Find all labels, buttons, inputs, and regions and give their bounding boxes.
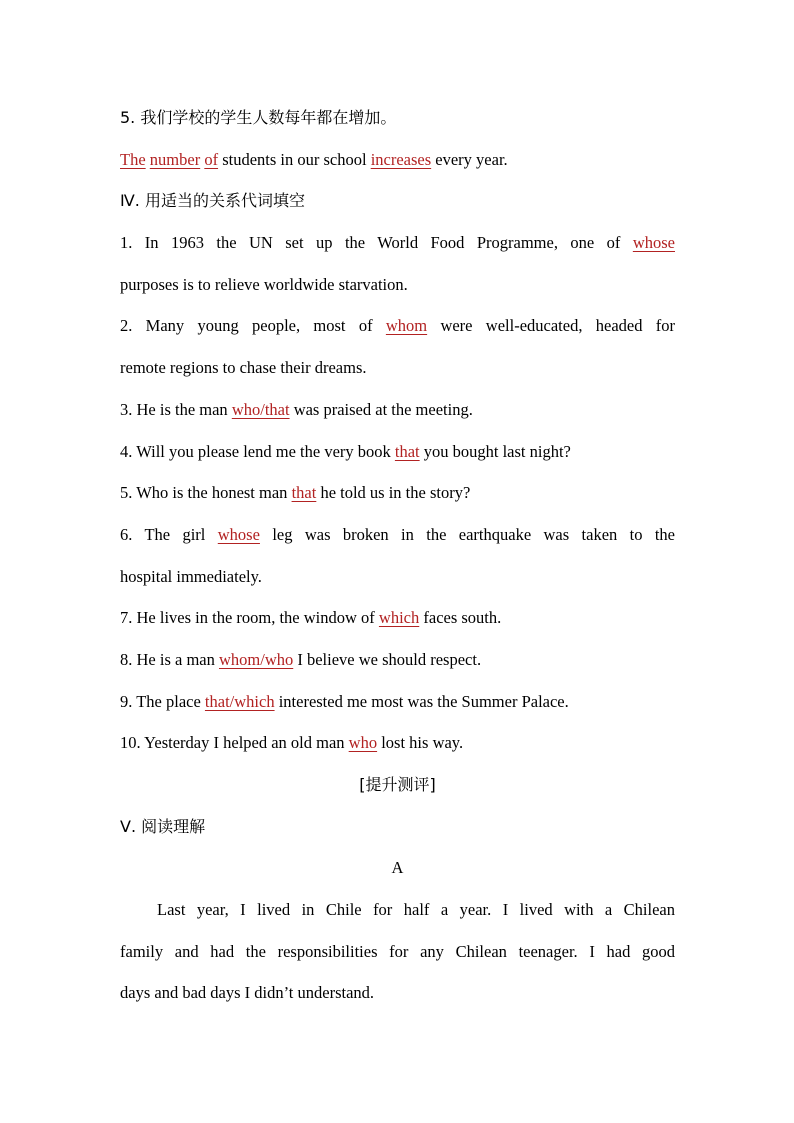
item-text-continuation: hospital immediately. [120, 566, 262, 586]
answer-blank: that [394, 441, 420, 461]
exercise-item-1 [120, 222, 675, 264]
item-text-before: 6. The girl [120, 524, 206, 544]
item-text-after: was praised at the meeting. [293, 399, 473, 419]
item-text-before: 2. Many young people, most of [120, 316, 373, 336]
passage-line-2: family and had the responsibilities for any Chilean teenager. I had good [120, 941, 675, 961]
item-text-continuation: remote regions to chase their dreams. [120, 358, 367, 378]
sentence-text: every year. [435, 149, 508, 169]
item-text-before: 1. In 1963 the UN set up the World Food Programme, one of [120, 233, 621, 253]
answer-blank: whose [217, 524, 260, 544]
section-4-heading: Ⅳ. 用适当的关系代词填空 [120, 191, 305, 211]
passage-line-1: Last year, I lived in Chile for half a year. I lived with a Chilean [157, 900, 675, 920]
item-text-after: leg was broken in the earthquake was taken to the [272, 524, 675, 544]
item-text-before: 10. Yesterday I helped an old man [120, 733, 345, 753]
divider-label: [提升测评] [359, 775, 436, 794]
item-text-before: 3. He is the man [120, 399, 228, 419]
answer-blank: who/that [231, 399, 290, 419]
document-page [120, 97, 675, 1014]
answer-the: The [120, 149, 146, 169]
answer-blank: that/which [204, 691, 275, 711]
item-text-after: he told us in the story? [320, 483, 471, 503]
exercise-item-4 [120, 431, 675, 473]
item-text-after: faces south. [423, 608, 502, 628]
answer-blank: who [348, 733, 378, 753]
exercise-item-3 [120, 389, 675, 431]
section-5-heading: Ⅴ. 阅读理解 [120, 816, 206, 836]
item-text-after: purposes is to relieve worldwide starvation. [120, 274, 408, 294]
item-text-before: 8. He is a man [120, 649, 215, 669]
item-text-before: 9. The place [120, 691, 201, 711]
answer-number: number [149, 149, 201, 169]
answer-blank: whom [385, 316, 428, 336]
answer-increases: increases [370, 149, 432, 169]
passage-label: A [391, 858, 404, 878]
exercise-item-9 [120, 681, 675, 723]
item5-chinese-prompt: 5. 我们学校的学生人数每年都在增加。 [120, 108, 397, 127]
item5-answer-sentence [120, 139, 675, 181]
exercise-item-1-continuation [120, 264, 675, 306]
item-text-before: 4. Will you please lend me the very book [120, 441, 391, 461]
answer-blank: which [378, 608, 420, 628]
item-text-after: interested me most was the Summer Palace. [278, 691, 569, 711]
item-text-before: 5. Who is the honest man [120, 483, 288, 503]
exercise-item-6 [120, 514, 675, 556]
exercise-item-2-continuation [120, 347, 675, 389]
sentence-text: students in our school [222, 149, 367, 169]
exercise-item-2 [120, 305, 675, 347]
answer-of: of [204, 149, 219, 169]
answer-blank: whose [632, 233, 675, 253]
item-text-after: were well-educated, headed for [440, 316, 675, 336]
passage-line-3: days and bad days I didn’t understand. [120, 983, 375, 1003]
exercise-item-7 [120, 597, 675, 639]
item-text-after: you bought last night? [423, 441, 571, 461]
item-text-after: I believe we should respect. [297, 649, 482, 669]
answer-blank: that [291, 483, 317, 503]
answer-blank: whom/who [218, 649, 294, 669]
item-text-after: lost his way. [381, 733, 464, 753]
exercise-item-6-continuation [120, 556, 675, 598]
item-text-before: 7. He lives in the room, the window of [120, 608, 375, 628]
exercise-item-8 [120, 639, 675, 681]
exercise-item-5 [120, 472, 675, 514]
exercise-item-10 [120, 722, 675, 764]
